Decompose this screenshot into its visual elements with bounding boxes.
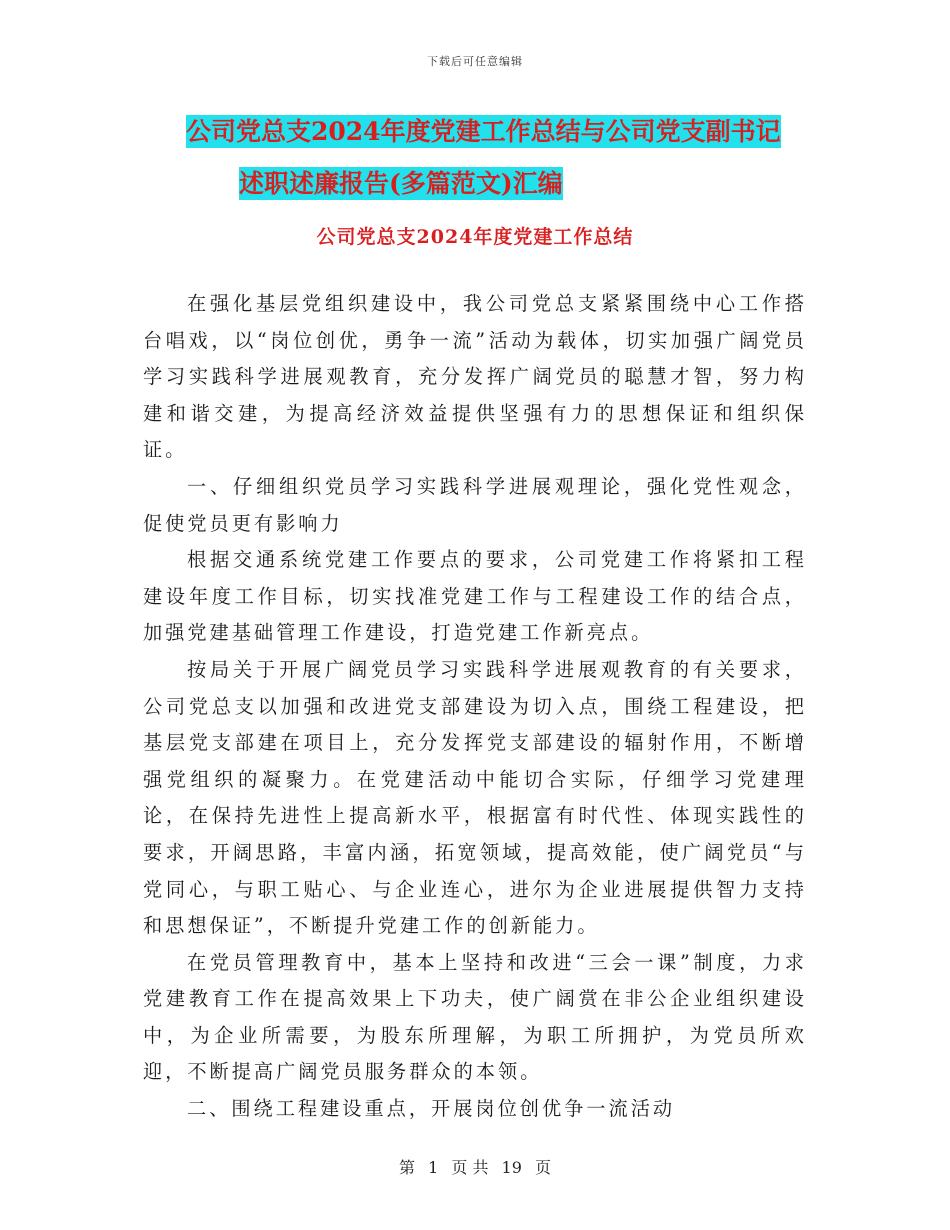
document-title xyxy=(186,106,826,210)
page-label-prefix: 第 xyxy=(398,1158,415,1177)
paragraph: 在强化基层党组织建设中，我公司党总支紧紧围绕中心工作搭台唱戏，以“岗位创优，勇争一流”活动为载体，切实加强广阔党员学习实践科学进展观教育，充分发挥广阔党员的聪慧才智，努力构建和谐交建，为提高经济效益提供坚强有力的思想保证和组织保证。 xyxy=(143,292,807,462)
body-text xyxy=(143,286,807,1128)
page-footer xyxy=(0,1155,950,1178)
paragraph: 根据交通系统党建工作要点的要求，公司党建工作将紧扣工程建设年度工作目标，切实找准党建工作与工程建设工作的结合点，加强党建基础管理工作建设，打造党建工作新亮点。 xyxy=(143,548,807,645)
header-note: 下载后可任意编辑 xyxy=(427,55,523,68)
page-label-mid: 页 共 xyxy=(451,1158,489,1177)
page-label-suffix: 页 xyxy=(535,1158,552,1177)
page-current: 1 xyxy=(428,1158,439,1177)
title-line-2: 述职述廉报告(多篇范文)汇编 xyxy=(239,169,563,198)
page-total: 19 xyxy=(501,1158,522,1177)
paragraph: 一、仔细组织党员学习实践科学进展观理论，强化党性观念，促使党员更有影响力 xyxy=(143,474,807,535)
title-line-1: 公司党总支2024年度党建工作总结与公司党支副书记 xyxy=(186,117,781,146)
paragraph: 按局关于开展广阔党员学习实践科学进展观教育的有关要求，公司党总支以加强和改进党支部建设为切入点，围绕工程建设，把基层党支部建在项目上，充分发挥党支部建设的辐射作用，不断增强党组织的凝聚力。在党建活动中能切合实际，仔细学习党建理论，在保持先进性上提高新水平，根据富有时代性、体现实践性的要求，开阔思路，丰富内涵，拓宽领域，提高效能，使广阔党员“与党同心，与职工贴心、与企业连心，进尔为企业进展提供智力支持和思想保证”，不断提升党建工作的创新能力。 xyxy=(143,657,807,938)
section-title: 公司党总支2024年度党建工作总结 xyxy=(316,226,634,248)
paragraph: 在党员管理教育中，基本上坚持和改进“三会一课”制度，力求党建教育工作在提高效果上下功夫，使广阔赏在非公企业组织建设中，为企业所需要，为股东所理解，为职工所拥护，为党员所欢迎，不断提高广阔党员服务群众的本领。 xyxy=(143,950,807,1084)
paragraph: 二、围绕工程建设重点，开展岗位创优争一流活动 xyxy=(187,1097,676,1121)
